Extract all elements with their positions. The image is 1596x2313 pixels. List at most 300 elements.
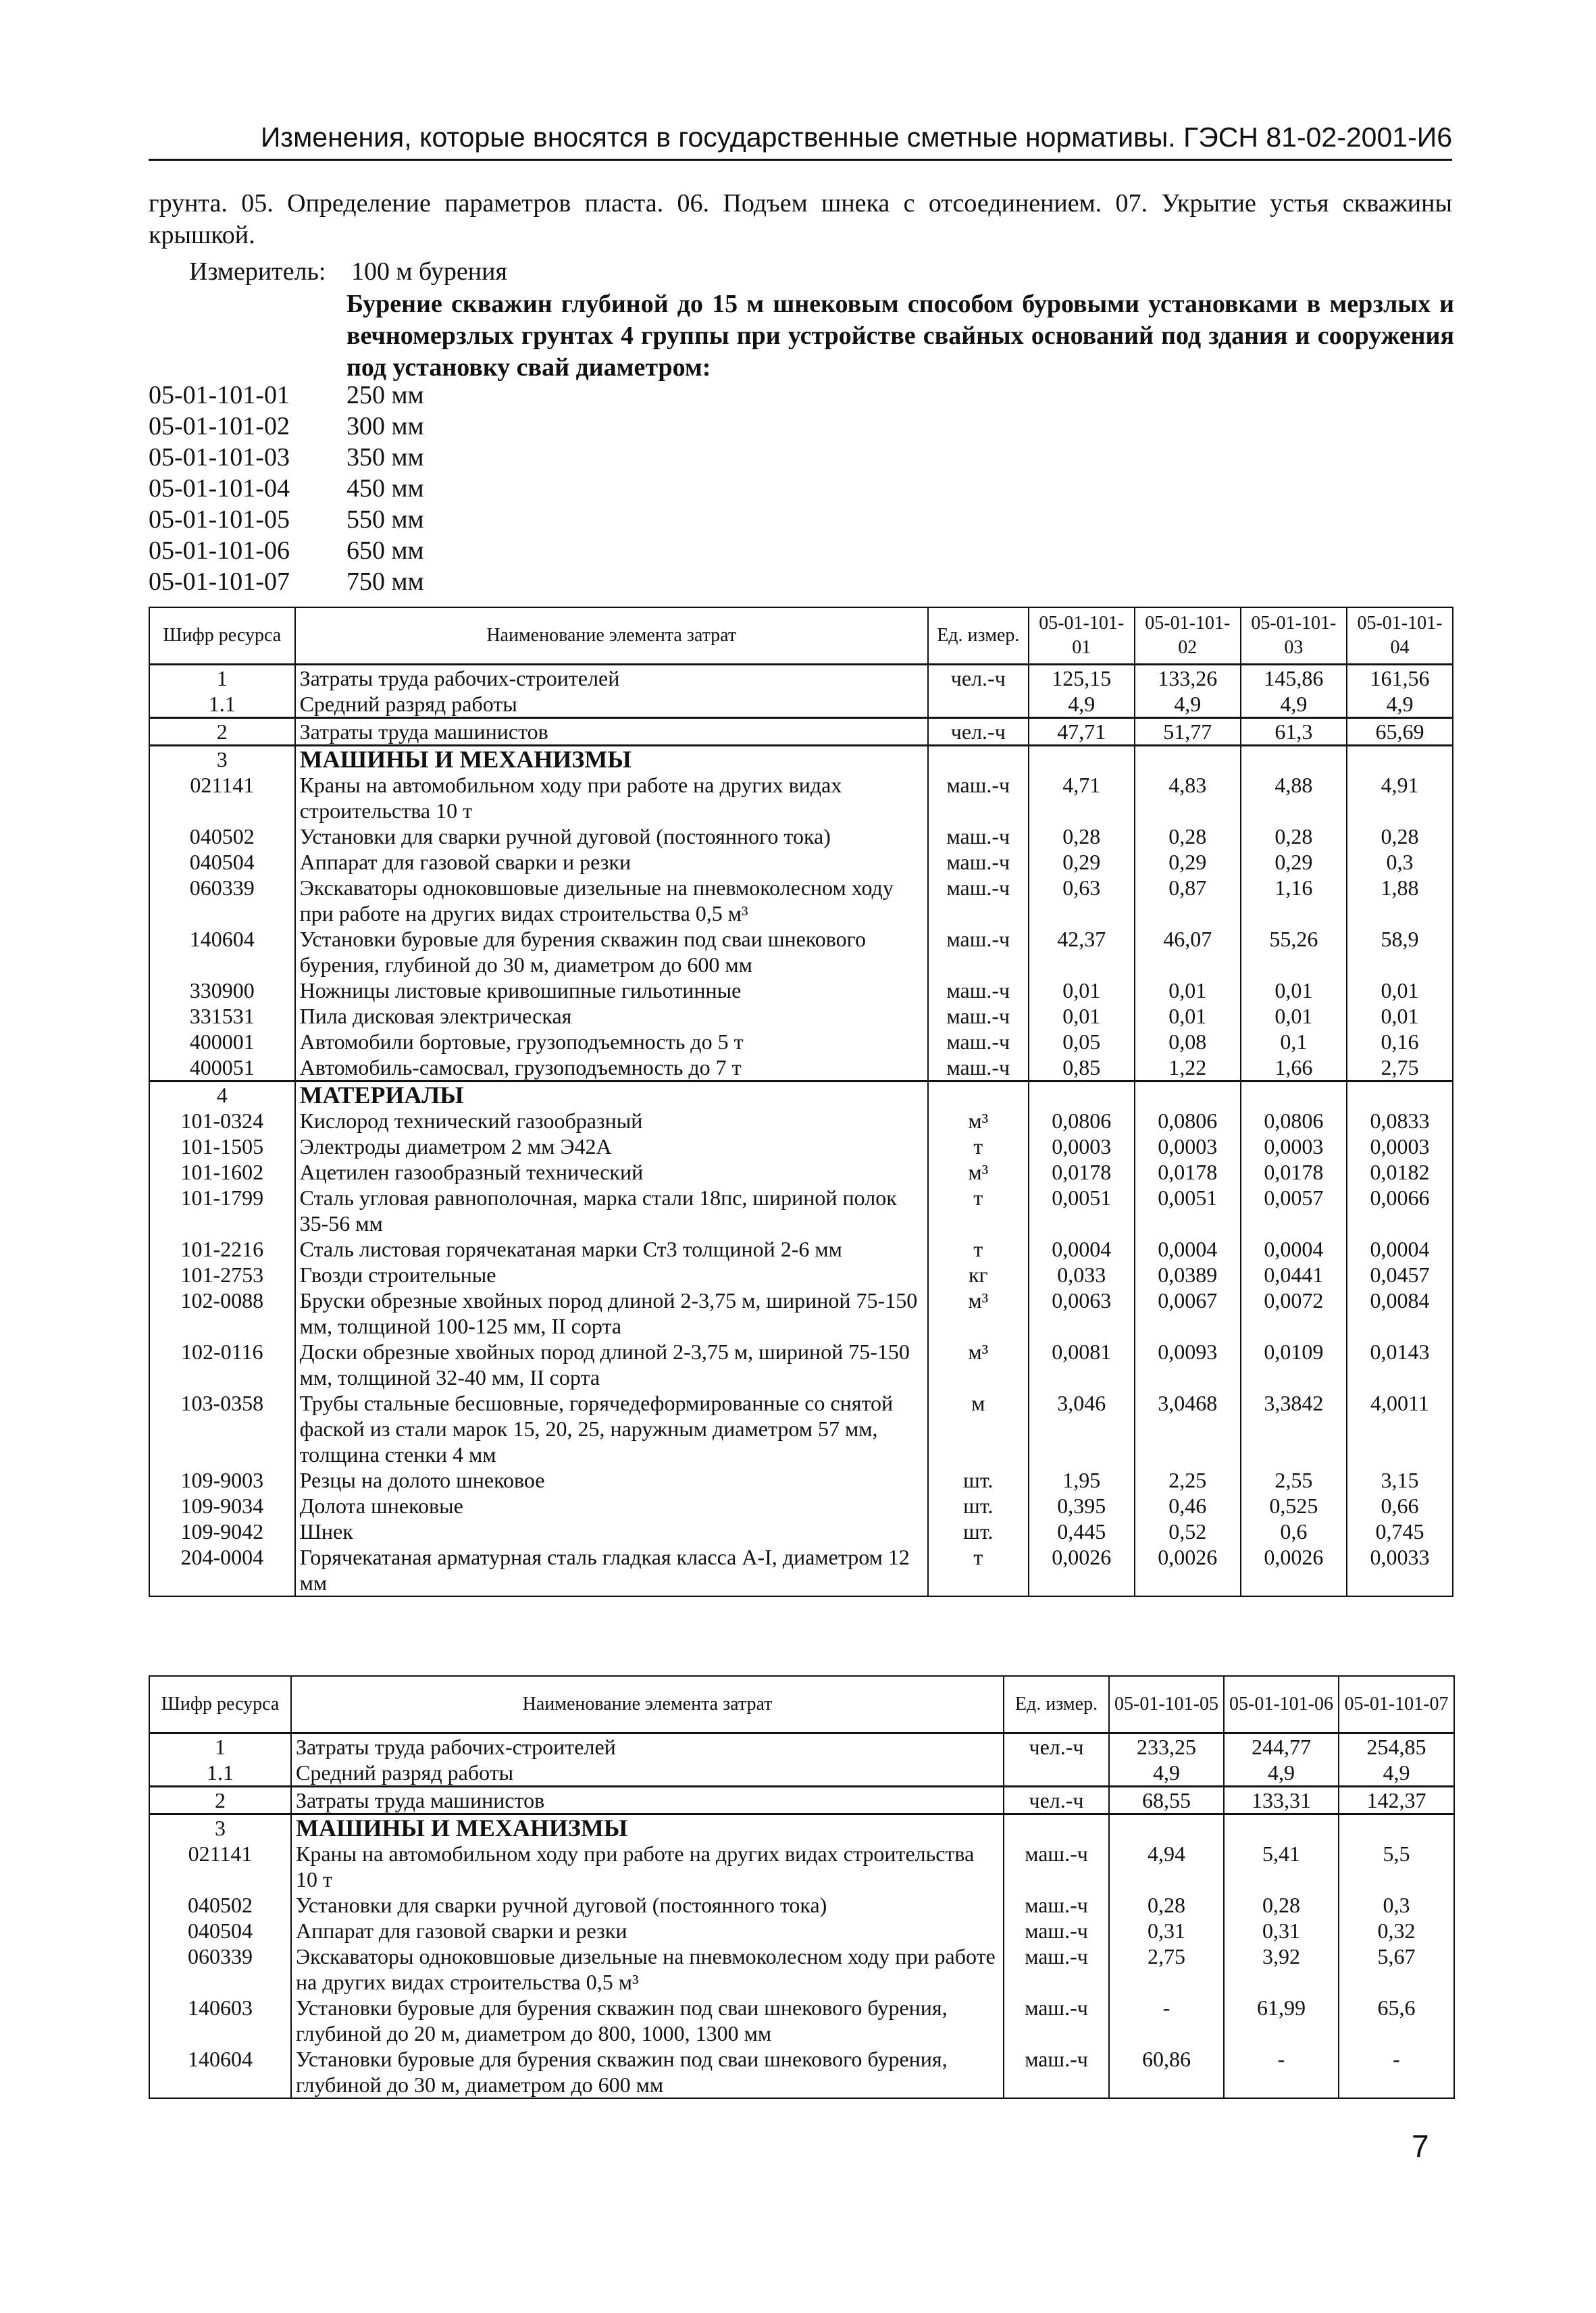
resource-value: 0,0004 (1347, 1236, 1453, 1262)
resource-name: Автомобили бортовые, грузоподъемность до 5 т (295, 1029, 928, 1054)
resource-code: 060339 (149, 875, 295, 926)
intro-text: грунта. 05. Определение параметров пласта. 06. Подъем шнека с отсоединением. 07. Укрытие устья скважины крышкой. (149, 189, 1452, 249)
resource-name: Затраты труда машинистов (291, 1787, 1004, 1814)
resource-value: 4,94 (1109, 1841, 1224, 1892)
resource-value: 0,31 (1109, 1918, 1224, 1943)
resource-value: 4,9 (1135, 691, 1241, 718)
resource-value: 0,0004 (1241, 1236, 1347, 1262)
resource-name: Аппарат для газовой сварки и резки (291, 1918, 1004, 1943)
resource-value: 46,07 (1135, 926, 1241, 977)
resource-unit: т (928, 1544, 1029, 1596)
resource-name: Пила дисковая электрическая (295, 1003, 928, 1029)
resource-code: 021141 (149, 1841, 291, 1892)
resource-name: Автомобиль-самосвал, грузоподъемность до 7 т (295, 1054, 928, 1082)
resource-value (1109, 1814, 1224, 1841)
resource-unit (1004, 1760, 1109, 1787)
resource-name: Сталь листовая горячекатаная марки Ст3 толщиной 2-6 мм (295, 1236, 928, 1262)
resource-value: - (1224, 2046, 1339, 2098)
resource-unit: м³ (928, 1288, 1029, 1339)
resource-value: 0,0057 (1241, 1185, 1347, 1236)
resource-value: 2,55 (1241, 1467, 1347, 1493)
table-row (149, 875, 1453, 926)
table-row (149, 1108, 1453, 1134)
resource-value: 0,0026 (1135, 1544, 1241, 1596)
table-row (149, 665, 1453, 692)
meter-value: 100 м бурения (351, 257, 507, 286)
table-row (149, 1841, 1454, 1892)
resource-name: Бруски обрезные хвойных пород длиной 2-3,75 м, шириной 75-150 мм, толщиной 100-125 мм, II сорта (295, 1288, 928, 1339)
resource-value: 58,9 (1347, 926, 1453, 977)
resource-name: Установки для сварки ручной дуговой (постоянного тока) (295, 823, 928, 849)
resource-name: Долота шнековые (295, 1493, 928, 1519)
column-header: 05-01-101-04 (1347, 607, 1453, 665)
resource-code: 101-1799 (149, 1185, 295, 1236)
resource-value: 0,3 (1339, 1892, 1454, 1918)
resource-name: Установки буровые для бурения скважин под сваи шнекового бурения, глубиной до 30 м, диаметром до 600 мм (291, 2046, 1004, 2098)
table-row (149, 1134, 1453, 1159)
resource-name: Резцы на долото шнековое (295, 1467, 928, 1493)
resource-value: 0,29 (1135, 849, 1241, 875)
table-row (149, 1544, 1453, 1596)
resource-name: Затраты труда машинистов (295, 718, 928, 746)
resource-value (1339, 1814, 1454, 1841)
resource-value: 0,32 (1339, 1918, 1454, 1943)
resource-value: 0,0033 (1347, 1544, 1453, 1596)
resource-name: Ацетилен газообразный технический (295, 1159, 928, 1185)
section-title: МАТЕРИАЛЫ (295, 1082, 928, 1109)
resource-value: 1,88 (1347, 875, 1453, 926)
table-row (149, 1787, 1454, 1814)
resource-value (1135, 746, 1241, 773)
norm-code-list (149, 380, 424, 597)
resource-value: 0,0143 (1347, 1339, 1453, 1390)
table-row (149, 977, 1453, 1003)
resource-value: 0,0026 (1029, 1544, 1135, 1596)
norm-diameter: 750 мм (346, 567, 424, 596)
resource-name: Доски обрезные хвойных пород длиной 2-3,75 м, шириной 75-150 мм, толщиной 32-40 мм, II сорта (295, 1339, 928, 1390)
resource-name: Установки буровые для бурения скважин под сваи шнекового бурения, глубиной до 30 м, диаметром до 600 мм (295, 926, 928, 977)
resource-value: 1,22 (1135, 1054, 1241, 1082)
norm-code-row (149, 535, 424, 566)
resource-value: 0,01 (1135, 1003, 1241, 1029)
table-row (149, 926, 1453, 977)
resource-unit: маш.-ч (928, 823, 1029, 849)
resource-value: 0,445 (1029, 1519, 1135, 1544)
resource-value: 233,25 (1109, 1733, 1224, 1760)
column-header: 05-01-101-02 (1135, 607, 1241, 665)
resource-unit (1004, 1814, 1109, 1841)
resource-value: 0,01 (1029, 1003, 1135, 1029)
resource-value: 133,26 (1135, 665, 1241, 692)
resource-value: 0,01 (1241, 1003, 1347, 1029)
resource-value: 0,3 (1347, 849, 1453, 875)
resource-value: 0,0178 (1135, 1159, 1241, 1185)
resource-name: Средний разряд работы (295, 691, 928, 718)
resource-table-1 (149, 607, 1453, 1597)
resource-value: 4,9 (1109, 1760, 1224, 1787)
table-row (149, 1339, 1453, 1390)
table-row (149, 1082, 1453, 1109)
resource-value: 0,87 (1135, 875, 1241, 926)
resource-code: 1.1 (149, 1760, 291, 1787)
resource-value: 0,0026 (1241, 1544, 1347, 1596)
resource-unit: маш.-ч (1004, 1918, 1109, 1943)
table-row (149, 1814, 1454, 1841)
column-header: 05-01-101-07 (1339, 1676, 1454, 1733)
resource-value: 0,66 (1347, 1493, 1453, 1519)
resource-code: 140604 (149, 2046, 291, 2098)
resource-value (1029, 1082, 1135, 1109)
resource-value: 4,0011 (1347, 1390, 1453, 1467)
resource-unit: м³ (928, 1339, 1029, 1390)
resource-value: - (1339, 2046, 1454, 2098)
resource-value: 42,37 (1029, 926, 1135, 977)
resource-name: Затраты труда рабочих-строителей (295, 665, 928, 692)
table-row (149, 1493, 1453, 1519)
resource-unit: м (928, 1390, 1029, 1467)
resource-unit: маш.-ч (928, 977, 1029, 1003)
resource-value: 0,0051 (1029, 1185, 1135, 1236)
resource-value: 0,0066 (1347, 1185, 1453, 1236)
norm-diameter: 350 мм (346, 443, 424, 472)
resource-value: 4,88 (1241, 772, 1347, 823)
norm-diameter: 550 мм (346, 505, 424, 534)
resource-value: 5,67 (1339, 1943, 1454, 1995)
resource-value: 0,16 (1347, 1029, 1453, 1054)
resource-value: 65,69 (1347, 718, 1453, 746)
resource-unit: т (928, 1185, 1029, 1236)
table-row (149, 1262, 1453, 1288)
resource-name: Средний разряд работы (291, 1760, 1004, 1787)
resource-value: 0,0067 (1135, 1288, 1241, 1339)
resource-value: 1,16 (1241, 875, 1347, 926)
page-number: 7 (1412, 2129, 1429, 2164)
resource-value: 1,66 (1241, 1054, 1347, 1082)
table-row (149, 1236, 1453, 1262)
resource-value: 0,0389 (1135, 1262, 1241, 1288)
table-row (149, 691, 1453, 718)
resource-unit: маш.-ч (928, 1029, 1029, 1054)
resource-name: Сталь угловая равнополочная, марка стали 18пс, шириной полок 35-56 мм (295, 1185, 928, 1236)
resource-unit: маш.-ч (928, 1054, 1029, 1082)
norm-diameter: 650 мм (346, 536, 424, 565)
resource-value: 0,525 (1241, 1493, 1347, 1519)
resource-unit: маш.-ч (1004, 2046, 1109, 2098)
resource-value (1241, 746, 1347, 773)
norm-code: 05-01-101-04 (149, 474, 290, 503)
resource-value: 0,033 (1029, 1262, 1135, 1288)
resource-name: Гвозди строительные (295, 1262, 928, 1288)
resource-value: 0,46 (1135, 1493, 1241, 1519)
norm-code: 05-01-101-01 (149, 381, 290, 409)
table-row (149, 1943, 1454, 1995)
resource-name: Установки для сварки ручной дуговой (постоянного тока) (291, 1892, 1004, 1918)
resource-unit: маш.-ч (1004, 1995, 1109, 2046)
resource-unit: т (928, 1236, 1029, 1262)
table-row (149, 1390, 1453, 1467)
resource-value: 0,1 (1241, 1029, 1347, 1054)
resource-unit: маш.-ч (1004, 1841, 1109, 1892)
resource-unit: маш.-ч (928, 1003, 1029, 1029)
norm-code-row (149, 566, 424, 597)
resource-unit: чел.-ч (928, 665, 1029, 692)
resource-code: 040504 (149, 849, 295, 875)
resource-value: 0,28 (1109, 1892, 1224, 1918)
resource-unit: маш.-ч (1004, 1892, 1109, 1918)
resource-value: 0,0003 (1241, 1134, 1347, 1159)
resource-value: 0,01 (1241, 977, 1347, 1003)
resource-unit (928, 746, 1029, 773)
resource-code: 3 (149, 746, 295, 773)
resource-value: - (1109, 1995, 1224, 2046)
resource-unit: шт. (928, 1467, 1029, 1493)
table-row (149, 1159, 1453, 1185)
resource-value: 2,75 (1109, 1943, 1224, 1995)
resource-unit: маш.-ч (928, 772, 1029, 823)
resource-name: Затраты труда рабочих-строителей (291, 1733, 1004, 1760)
resource-value: 5,5 (1339, 1841, 1454, 1892)
table-row (149, 823, 1453, 849)
resource-value: 3,92 (1224, 1943, 1339, 1995)
resource-code: 102-0116 (149, 1339, 295, 1390)
resource-code: 103-0358 (149, 1390, 295, 1467)
resource-value: 0,28 (1135, 823, 1241, 849)
meter-label: Измеритель: (189, 257, 326, 286)
norm-code-row (149, 473, 424, 504)
resource-code: 101-2753 (149, 1262, 295, 1288)
resource-code: 102-0088 (149, 1288, 295, 1339)
table-row (149, 1918, 1454, 1943)
resource-unit: маш.-ч (928, 849, 1029, 875)
resource-value: 0,0093 (1135, 1339, 1241, 1390)
resource-value: 0,0084 (1347, 1288, 1453, 1339)
resource-value: 0,85 (1029, 1054, 1135, 1082)
table-row (149, 849, 1453, 875)
resource-code: 330900 (149, 977, 295, 1003)
resource-value: 0,0182 (1347, 1159, 1453, 1185)
resource-value: 0,01 (1347, 1003, 1453, 1029)
resource-value: 0,01 (1347, 977, 1453, 1003)
resource-unit: чел.-ч (1004, 1733, 1109, 1760)
table-row (149, 2046, 1454, 2098)
resource-value: 0,28 (1347, 823, 1453, 849)
resource-value: 4,9 (1347, 691, 1453, 718)
resource-value: 0,0178 (1241, 1159, 1347, 1185)
meter-row (189, 257, 507, 286)
resource-value: 0,0081 (1029, 1339, 1135, 1390)
resource-value: 4,91 (1347, 772, 1453, 823)
resource-name: Кислород технический газообразный (295, 1108, 928, 1134)
table-row (149, 772, 1453, 823)
resource-value: 3,15 (1347, 1467, 1453, 1493)
table-row (149, 1733, 1454, 1760)
resource-value: 68,55 (1109, 1787, 1224, 1814)
page-header: Изменения, которые вносятся в государственные сметные нормативы. ГЭСН 81-02-2001-И6 (149, 122, 1452, 161)
resource-value: 142,37 (1339, 1787, 1454, 1814)
resource-value: 4,9 (1339, 1760, 1454, 1787)
table-row (149, 746, 1453, 773)
resource-name: Трубы стальные бесшовные, горячедеформированные со снятой фаской из стали марок 15, 20, 25, наружным диаметром 57 мм, толщина стенки 4 мм (295, 1390, 928, 1467)
norm-title: Бурение скважин глубиной до 15 м шнековым способом буровыми установками в мерзлых и вечномерзлых грунтах 4 группы при устройстве свайных оснований под здания и сооружения под установку свай диаметром: (346, 290, 1454, 382)
resource-name: Электроды диаметром 2 мм Э42А (295, 1134, 928, 1159)
resource-code: 331531 (149, 1003, 295, 1029)
table-row (149, 1467, 1453, 1493)
resource-value: 133,31 (1224, 1787, 1339, 1814)
resource-value: 0,0063 (1029, 1288, 1135, 1339)
resource-unit: маш.-ч (928, 875, 1029, 926)
resource-unit: м³ (928, 1159, 1029, 1185)
norm-code: 05-01-101-06 (149, 536, 290, 565)
norm-code: 05-01-101-03 (149, 443, 290, 472)
resource-value: 244,77 (1224, 1733, 1339, 1760)
norm-diameter: 300 мм (346, 412, 424, 440)
resource-value: 145,86 (1241, 665, 1347, 692)
resource-value: 0,0003 (1029, 1134, 1135, 1159)
resource-code: 1 (149, 665, 295, 692)
resource-value: 0,0457 (1347, 1262, 1453, 1288)
resource-value: 51,77 (1135, 718, 1241, 746)
resource-unit: шт. (928, 1493, 1029, 1519)
norm-code: 05-01-101-02 (149, 412, 290, 440)
table-row (149, 1892, 1454, 1918)
resource-value (1029, 746, 1135, 773)
resource-code: 204-0004 (149, 1544, 295, 1596)
resource-value: 0,05 (1029, 1029, 1135, 1054)
resource-unit: т (928, 1134, 1029, 1159)
resource-name: Краны на автомобильном ходу при работе на других видах строительства 10 т (291, 1841, 1004, 1892)
resource-value: 161,56 (1347, 665, 1453, 692)
resource-name: Установки буровые для бурения скважин под сваи шнекового бурения, глубиной до 20 м, диаметром до 800, 1000, 1300 мм (291, 1995, 1004, 2046)
column-header: 05-01-101-01 (1029, 607, 1135, 665)
resource-value: 0,0003 (1347, 1134, 1453, 1159)
column-header: Ед. измер. (928, 607, 1029, 665)
resource-code: 2 (149, 718, 295, 746)
column-header: Шифр ресурса (149, 607, 295, 665)
resource-value: 65,6 (1339, 1995, 1454, 2046)
norm-code: 05-01-101-05 (149, 505, 290, 534)
resource-unit: чел.-ч (1004, 1787, 1109, 1814)
table-row (149, 1185, 1453, 1236)
section-title: МАШИНЫ И МЕХАНИЗМЫ (291, 1814, 1004, 1841)
resource-code: 021141 (149, 772, 295, 823)
norm-code-row (149, 442, 424, 473)
section-title: МАШИНЫ И МЕХАНИЗМЫ (295, 746, 928, 773)
resource-value: 0,29 (1241, 849, 1347, 875)
resource-code: 1 (149, 1733, 291, 1760)
table-row (149, 1003, 1453, 1029)
resource-unit: чел.-ч (928, 718, 1029, 746)
resource-name: Аппарат для газовой сварки и резки (295, 849, 928, 875)
resource-value (1224, 1814, 1339, 1841)
table-row (149, 718, 1453, 746)
resource-code: 4 (149, 1082, 295, 1109)
column-header: 05-01-101-06 (1224, 1676, 1339, 1733)
resource-value: 0,0072 (1241, 1288, 1347, 1339)
resource-value: 3,046 (1029, 1390, 1135, 1467)
resource-value: 5,41 (1224, 1841, 1339, 1892)
resource-code: 101-0324 (149, 1108, 295, 1134)
resource-value: 1,95 (1029, 1467, 1135, 1493)
resource-value: 4,83 (1135, 772, 1241, 823)
resource-table-2 (149, 1675, 1455, 2099)
resource-value: 0,0806 (1029, 1108, 1135, 1134)
resource-name: Экскаваторы одноковшовые дизельные на пневмоколесном ходу при работе на других видах строительства 0,5 м³ (295, 875, 928, 926)
resource-value: 0,08 (1135, 1029, 1241, 1054)
table-row (149, 1519, 1453, 1544)
table-row (149, 1054, 1453, 1082)
resource-value: 0,01 (1029, 977, 1135, 1003)
resource-code: 101-1505 (149, 1134, 295, 1159)
resource-value: 4,71 (1029, 772, 1135, 823)
resource-value: 0,28 (1029, 823, 1135, 849)
resource-unit: шт. (928, 1519, 1029, 1544)
resource-code: 101-2216 (149, 1236, 295, 1262)
resource-value: 0,29 (1029, 849, 1135, 875)
resource-code: 109-9034 (149, 1493, 295, 1519)
resource-value (1135, 1082, 1241, 1109)
resource-unit (928, 1082, 1029, 1109)
column-header: 05-01-101-05 (1109, 1676, 1224, 1733)
resource-name: Шнек (295, 1519, 928, 1544)
resource-value: 0,0051 (1135, 1185, 1241, 1236)
resource-value: 0,0004 (1029, 1236, 1135, 1262)
resource-value: 0,0833 (1347, 1108, 1453, 1134)
resource-code: 040502 (149, 1892, 291, 1918)
column-header: Ед. измер. (1004, 1676, 1109, 1733)
resource-value (1347, 746, 1453, 773)
column-header: Наименование элемента затрат (295, 607, 928, 665)
resource-code: 101-1602 (149, 1159, 295, 1185)
column-header: Наименование элемента затрат (291, 1676, 1004, 1733)
resource-code: 140603 (149, 1995, 291, 2046)
resource-value: 0,0806 (1241, 1108, 1347, 1134)
norm-code-row (149, 380, 424, 411)
resource-value: 0,0109 (1241, 1339, 1347, 1390)
resource-code: 1.1 (149, 691, 295, 718)
norm-diameter: 250 мм (346, 381, 424, 409)
resource-code: 109-9003 (149, 1467, 295, 1493)
column-header: 05-01-101-03 (1241, 607, 1347, 665)
norm-code: 05-01-101-07 (149, 567, 290, 596)
column-header: Шифр ресурса (149, 1676, 291, 1733)
resource-value: 60,86 (1109, 2046, 1224, 2098)
resource-value: 0,395 (1029, 1493, 1135, 1519)
table-row (149, 1288, 1453, 1339)
resource-value: 254,85 (1339, 1733, 1454, 1760)
resource-value: 4,9 (1224, 1760, 1339, 1787)
resource-value: 55,26 (1241, 926, 1347, 977)
norm-code-row (149, 411, 424, 442)
table-row (149, 1995, 1454, 2046)
resource-code: 2 (149, 1787, 291, 1814)
resource-unit: кг (928, 1262, 1029, 1288)
resource-value: 2,25 (1135, 1467, 1241, 1493)
resource-value: 0,63 (1029, 875, 1135, 926)
resource-name: Горячекатаная арматурная сталь гладкая класса A-I, диаметром 12 мм (295, 1544, 928, 1596)
resource-unit: маш.-ч (928, 926, 1029, 977)
table-row (149, 1760, 1454, 1787)
resource-code: 060339 (149, 1943, 291, 1995)
resource-value: 0,745 (1347, 1519, 1453, 1544)
resource-name: Ножницы листовые кривошипные гильотинные (295, 977, 928, 1003)
resource-value (1347, 1082, 1453, 1109)
norm-code-row (149, 504, 424, 535)
resource-unit (928, 691, 1029, 718)
resource-value: 3,0468 (1135, 1390, 1241, 1467)
resource-name: Экскаваторы одноковшовые дизельные на пневмоколесном ходу при работе на других видах строительства 0,5 м³ (291, 1943, 1004, 1995)
resource-value: 0,01 (1135, 977, 1241, 1003)
resource-value (1241, 1082, 1347, 1109)
